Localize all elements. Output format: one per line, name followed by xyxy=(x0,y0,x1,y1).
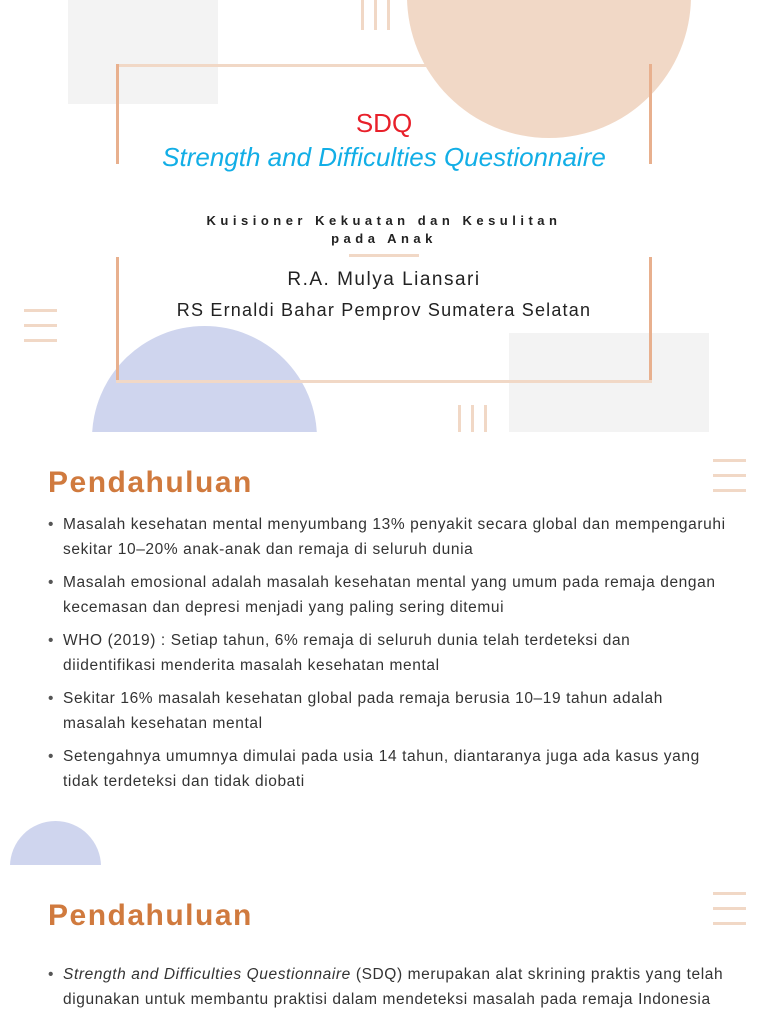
frame-top xyxy=(116,64,652,67)
list-item-text: (SDQ) merupakan alat skrining praktis yang telah digunakan untuk membantu praktisi dalam mendeteksi masalah pada remaja Indonesia xyxy=(63,966,724,1008)
divider-line xyxy=(349,254,419,257)
list-item: • Sekitar 16% masalah kesehatan global pada remaja berusia 10–19 tahun adalah masalah kesehatan mental xyxy=(48,686,728,736)
affiliation: RS Ernaldi Bahar Pemprov Sumatera Selatan xyxy=(176,300,592,320)
decor-grey-square-top xyxy=(68,0,218,104)
list-item xyxy=(48,962,728,1012)
frame-bottom xyxy=(116,380,652,383)
bullet-list xyxy=(48,512,728,802)
decor-blue-circle xyxy=(92,326,317,432)
slide-subtitle: Strength and Difficulties Questionnaire xyxy=(162,142,606,172)
decor-blue-circle-small xyxy=(10,821,101,865)
title-slide xyxy=(0,0,768,432)
tagline-line2: pada Anak xyxy=(331,231,437,246)
list-item: • Masalah kesehatan mental menyumbang 13% penyakit secara global dan mempengaruhi sekitar 10–20% anak-anak dan remaja di seluruh dunia xyxy=(48,512,728,562)
list-item: • Setengahnya umumnya dimulai pada usia 14 tahun, diantaranya juga ada kasus yang tidak terdeteksi dan tidak diobati xyxy=(48,744,728,794)
decor-vertical-bars-bottom xyxy=(458,405,490,432)
tagline xyxy=(0,212,768,248)
section-heading: Pendahuluan xyxy=(48,466,253,499)
intro-slide-2 xyxy=(0,865,768,1024)
author-name: R.A. Mulya Liansari xyxy=(287,269,481,290)
sdq-term: Strength and Difficulties Questionnaire xyxy=(63,966,351,983)
decor-horizontal-bars-right xyxy=(713,459,746,493)
list-item: • Masalah emosional adalah masalah kesehatan mental yang umum pada remaja dengan kecemasan dan depresi menjadi yang paling sering ditemui xyxy=(48,570,728,620)
decor-vertical-bars-top xyxy=(361,0,393,30)
decor-horizontal-bars-right xyxy=(713,892,746,926)
intro-slide-1 xyxy=(0,432,768,865)
section-heading: Pendahuluan xyxy=(48,899,253,932)
slide-title: SDQ xyxy=(355,108,413,138)
list-item: • WHO (2019) : Setiap tahun, 6% remaja di seluruh dunia telah terdeteksi dan diidentifikasi menderita masalah kesehatan mental xyxy=(48,628,728,678)
bullet-list xyxy=(48,962,728,1020)
tagline-line1: Kuisioner Kekuatan dan Kesulitan xyxy=(206,213,562,228)
